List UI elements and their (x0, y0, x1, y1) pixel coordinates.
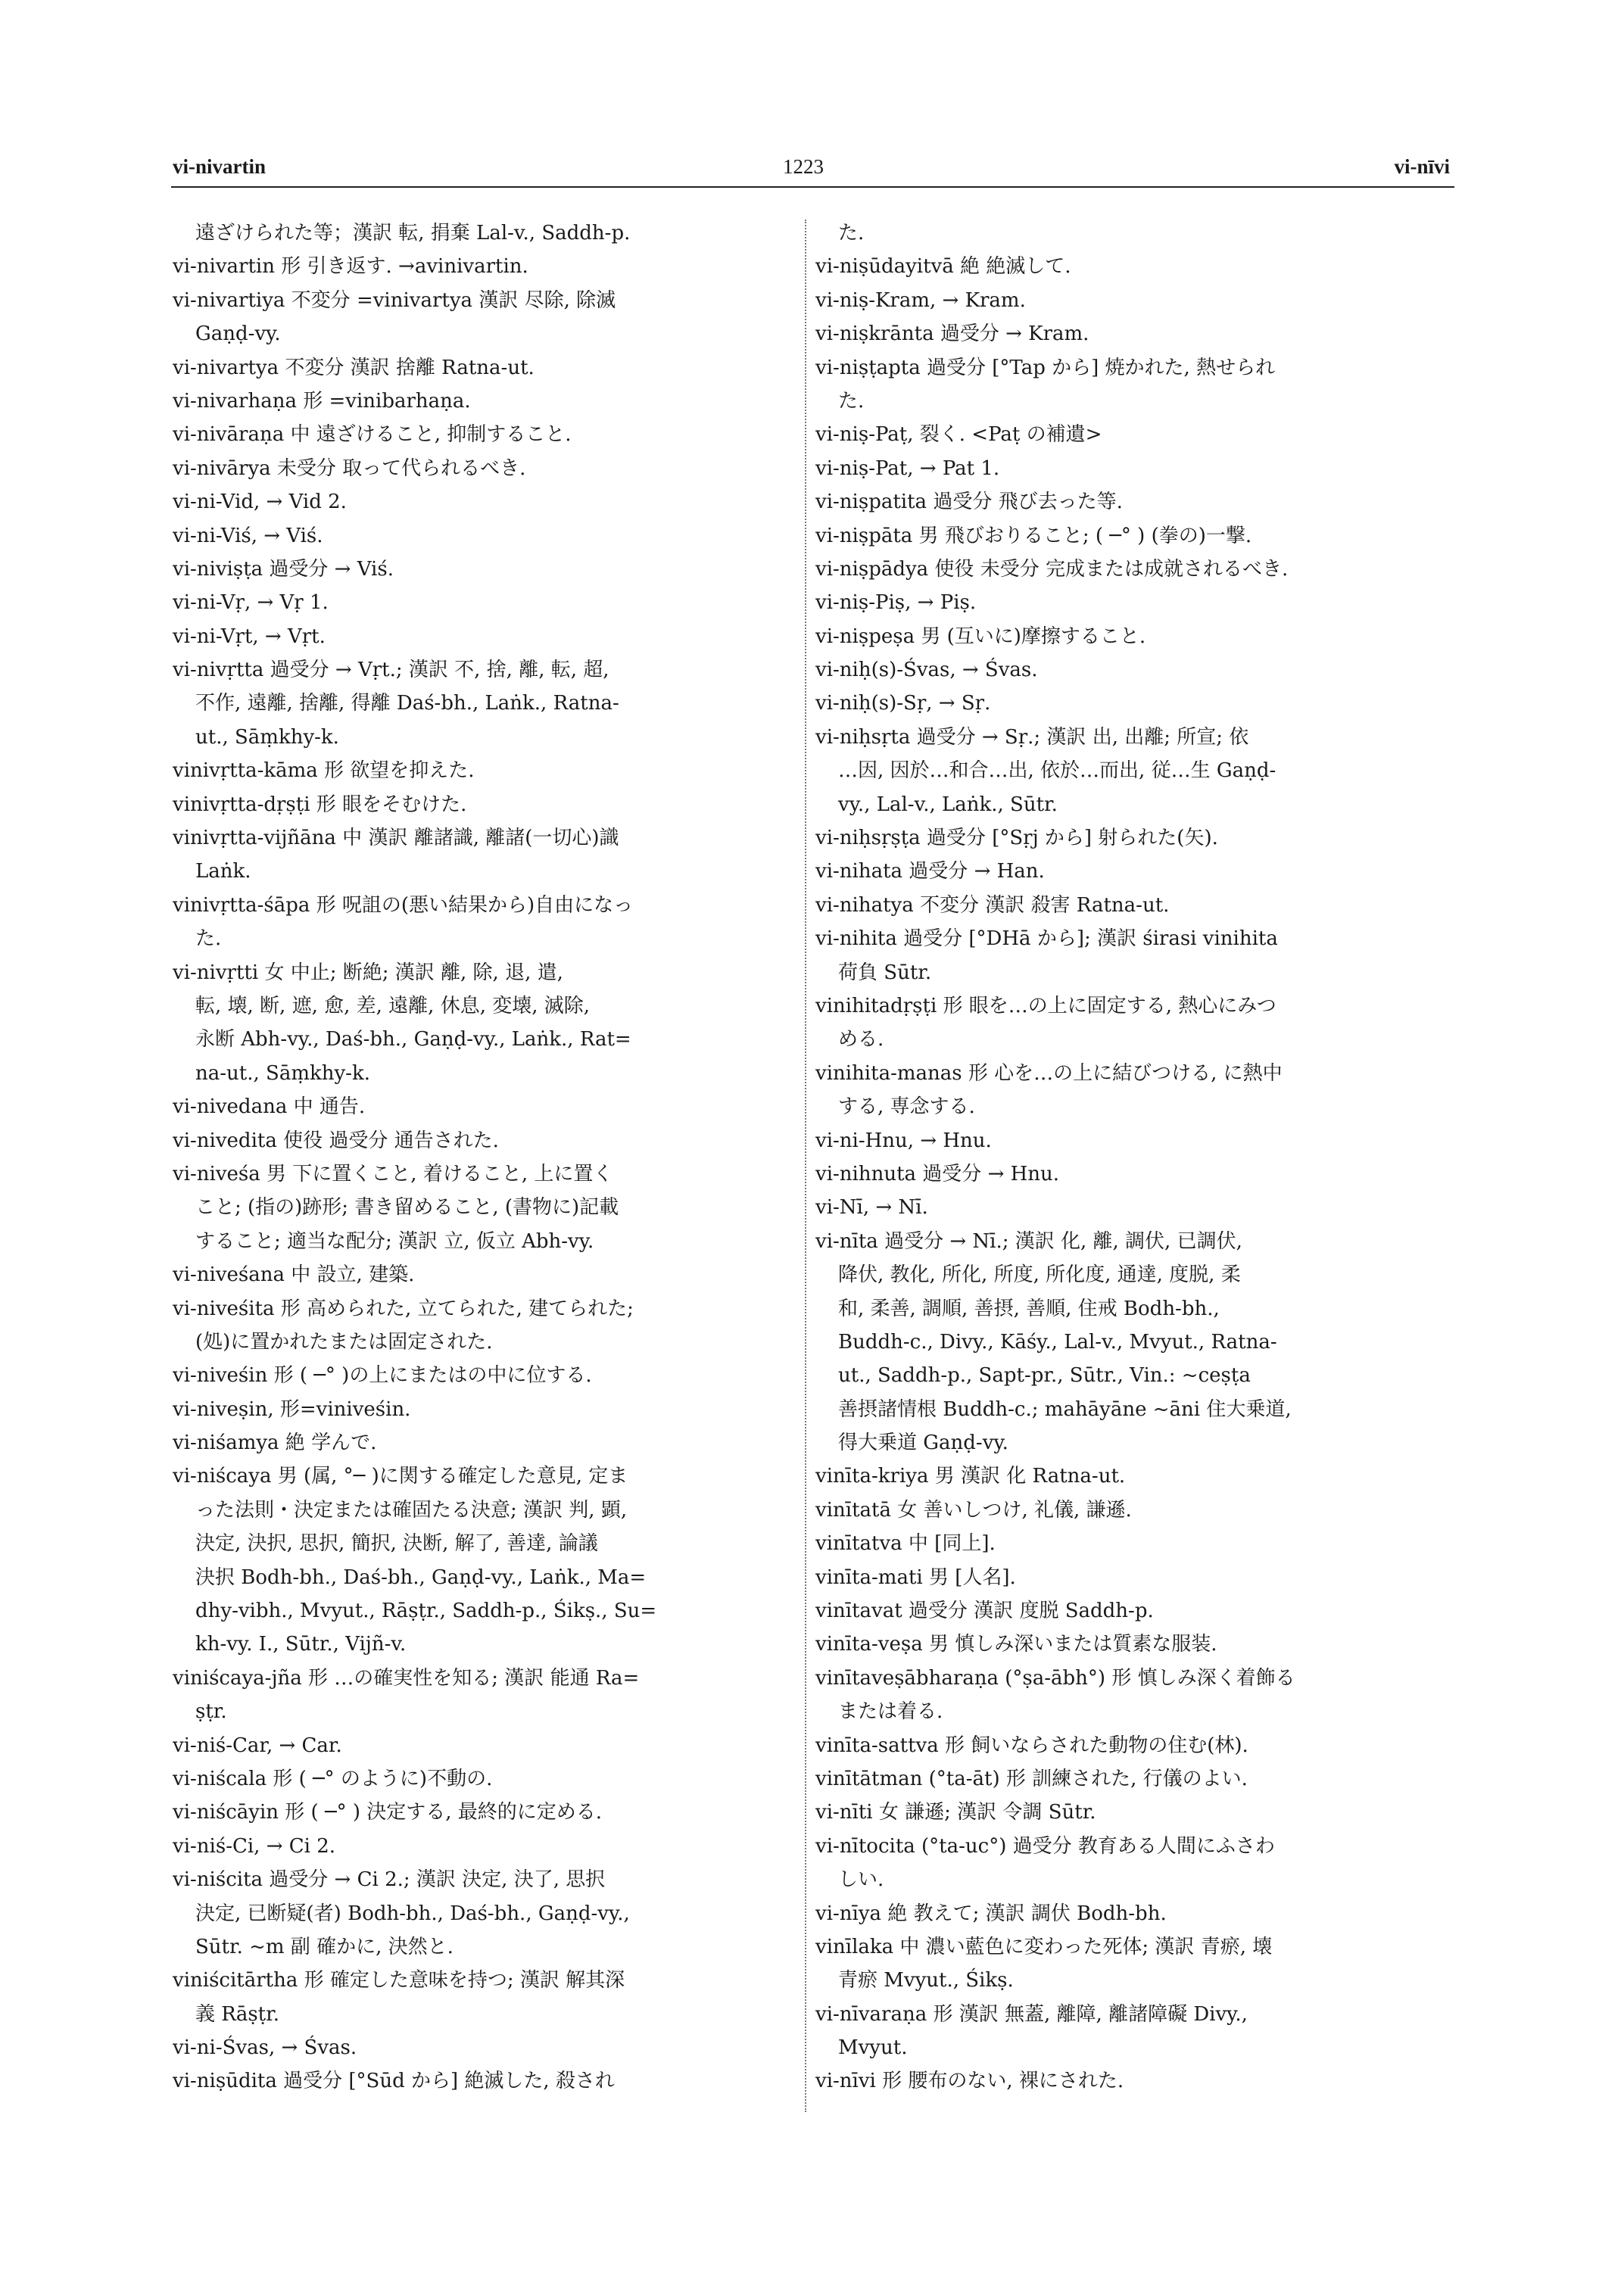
dictionary-line: 得大乗道 Gaṇḍ-vy. (838, 1432, 1008, 1455)
dictionary-line: vi-nihnuta 過受分 → Hnu. (815, 1162, 1060, 1185)
dictionary-line: vi-nivṛtta 過受分 → Vṛt.; 漢訳 不, 捨, 離, 転, 超, (173, 659, 609, 682)
dictionary-line: 義 Rāṣṭr. (195, 2002, 279, 2026)
dictionary-line: vi-niviṣṭa 過受分 → Viś. (173, 557, 394, 581)
dictionary-line: た. (195, 927, 222, 951)
dictionary-line: 青瘀 Mvyut., Śikṣ. (838, 1969, 1014, 1992)
dictionary-line: (処)に置かれたまたは固定された. (195, 1330, 493, 1354)
dictionary-line: 決定, 已断疑(者) Bodh-bh., Daś-bh., Gaṇḍ-vy., (195, 1902, 630, 1925)
dictionary-line: vinivṛtta-dṛṣṭi 形 眼をそむけた. (173, 793, 467, 816)
dictionary-line: vi-nītocita (°ta-uc°) 過受分 教育ある人間にふさわ (815, 1834, 1275, 1858)
dictionary-line: vi-niḥ(s)-Śvas, → Śvas. (815, 659, 1038, 682)
dictionary-line: vi-nīya 絶 教えて; 漢訳 調伏 Bodh-bh. (815, 1902, 1167, 1925)
dictionary-line: vi-ni-Viś, → Viś. (173, 524, 323, 547)
dictionary-line: na-ut., Sāṃkhy-k. (195, 1061, 370, 1085)
dictionary-line: vinivṛtta-kāma 形 欲望を抑えた. (173, 759, 475, 783)
dictionary-line: vi-niveṣin, 形=viniveśin. (173, 1397, 411, 1421)
dictionary-line: vi-nivartin 形 引き返す. →avinivartin. (173, 255, 528, 279)
dictionary-line: vinītatā 女 善いしつけ, 礼儀, 謙遜. (815, 1498, 1132, 1522)
dictionary-line: vinīta-mati 男 [人名]. (815, 1566, 1016, 1589)
dictionary-line: 決択 Bodh-bh., Daś-bh., Gaṇḍ-vy., Laṅk., Ma= (195, 1566, 647, 1589)
dictionary-line: vi-Nī, → Nī. (815, 1196, 928, 1220)
dictionary-line: vi-niḥsṛṣṭa 過受分 [°Sṛj から] 射られた(矢). (815, 827, 1218, 850)
dictionary-line: vinīta-kriya 男 漢訳 化 Ratna-ut. (815, 1465, 1126, 1488)
dictionary-line: vi-niścāyin 形 ( ─° ) 決定する, 最終的に定める. (173, 1801, 603, 1824)
dictionary-line: vi-niṣpeṣa 男 (互いに)摩擦すること. (815, 625, 1146, 648)
dictionary-line: vi-niśamya 絶 学んで. (173, 1432, 377, 1455)
dictionary-line: vi-nivartiya 不変分 =vinivartya 漢訳 尽除, 除滅 (173, 288, 616, 312)
dictionary-line: vinihita-manas 形 心を…の上に結びつける, に熱中 (815, 1061, 1283, 1085)
dictionary-line: Mvyut. (838, 2036, 908, 2060)
dictionary-line: vi-ni-Hnu, → Hnu. (815, 1129, 992, 1152)
dictionary-line: vi-niścaya 男 (属, °─ )に関する確定した意見, 定ま (173, 1465, 628, 1488)
dictionary-line: vi-niṣpatita 過受分 飛び去った等. (815, 491, 1123, 514)
dictionary-line: vi-nivedana 中 通告. (173, 1095, 366, 1119)
dictionary-line: する, 専念する. (838, 1095, 975, 1119)
dictionary-line: Buddh-c., Divy., Kāśy., Lal-v., Mvyut., Ratna- (838, 1330, 1277, 1354)
dictionary-line: vi-niḥ(s)-Sṛ, → Sṛ. (815, 692, 991, 715)
dictionary-line: vi-niṣpādya 使役 未受分 完成または成就されるべき. (815, 557, 1289, 581)
dictionary-line: kh-vy. I., Sūtr., Vijñ-v. (195, 1633, 407, 1656)
dictionary-line: viniścaya-jña 形 …の確実性を知る; 漢訳 能通 Ra= (173, 1666, 640, 1690)
dictionary-line: vi-nivartya 不変分 漢訳 捨離 Ratna-ut. (173, 356, 535, 379)
dictionary-line: 善摂諸情根 Buddh-c.; mahāyāne ~āni 住大乗道, (838, 1397, 1292, 1421)
dictionary-line: または着る. (838, 1700, 943, 1724)
dictionary-line: vi-niḥsṛta 過受分 → Sṛ.; 漢訳 出, 出離; 所宣; 依 (815, 725, 1249, 749)
dictionary-line: vi-ni-Śvas, → Śvas. (173, 2036, 357, 2060)
dictionary-line: vi-niṣ-Paṭ, 裂く. <Paṭ の補遺> (815, 423, 1102, 447)
dictionary-line: vi-niṣ-Piṣ, → Piṣ. (815, 591, 977, 615)
dictionary-line: vi-niveśa 男 下に置くこと, 着けること, 上に置く (173, 1162, 613, 1185)
dictionary-line: vi-niṣūdita 過受分 [°Sūd から] 絶滅した, 殺され (173, 2070, 615, 2093)
dictionary-line: vinīta-sattva 形 飼いならされた動物の住む(林). (815, 1734, 1248, 1757)
dictionary-line: vi-niṣkrānta 過受分 → Kram. (815, 322, 1089, 346)
dictionary-line: った法則・決定または確固たる決意; 漢訳 判, 顕, (195, 1498, 628, 1522)
dictionary-line: vi-niṣ-Pat, → Pat 1. (815, 456, 1000, 480)
dictionary-line: こと; (指の)跡形; 書き留めること, (書物に)記載 (195, 1196, 619, 1220)
dictionary-line: vi-nīti 女 謙遜; 漢訳 令調 Sūtr. (815, 1801, 1096, 1824)
dictionary-line: vi-niveśita 形 高められた, 立てられた, 建てられた; (173, 1297, 634, 1320)
dictionary-line: vi-nīta 過受分 → Nī.; 漢訳 化, 離, 調伏, 已調伏, (815, 1229, 1242, 1253)
dictionary-line: vi-niṣ-Kram, → Kram. (815, 288, 1026, 312)
dictionary-line: ut., Saddh-p., Sapt-pr., Sūtr., Vin.: ~ceṣṭa (838, 1364, 1251, 1388)
dictionary-line: vi-ni-Vṛt, → Vṛt. (173, 625, 326, 648)
dictionary-line: ut., Sāṃkhy-k. (195, 725, 339, 749)
running-head-left: vi-nivartin (173, 155, 267, 178)
dictionary-line: 転, 壊, 断, 遮, 愈, 差, 遠離, 休息, 変壊, 滅除, (195, 994, 591, 1017)
header-rule (171, 186, 1454, 188)
left-column (173, 217, 810, 2098)
dictionary-line: vi-nivārya 未受分 取って代られるべき. (173, 456, 526, 480)
dictionary-line: 不作, 遠離, 捨離, 得離 Daś-bh., Laṅk., Ratna- (195, 692, 619, 715)
dictionary-line: vinivṛtta-śāpa 形 呪詛の(悪い結果から)自由になっ (173, 893, 634, 917)
dictionary-line: める. (838, 1028, 884, 1051)
dictionary-line: 降伏, 教化, 所化, 所度, 所化度, 通達, 度脱, 柔 (838, 1263, 1241, 1287)
dictionary-line: Laṅk. (195, 860, 251, 883)
dictionary-line: vinītātman (°ta-āt) 形 訓練された, 行儀のよい. (815, 1767, 1248, 1790)
running-head-right: vi-nīvi (1394, 155, 1450, 178)
dictionary-line: Gaṇḍ-vy. (195, 322, 281, 346)
dictionary-line: た. (838, 222, 865, 245)
dictionary-line: vinivṛtta-vijñāna 中 漢訳 離諸識, 離諸(一切心)識 (173, 827, 619, 850)
dictionary-line: vi-nivarhaṇa 形 =vinibarhaṇa. (173, 389, 471, 413)
dictionary-line: vi-ni-Vṛ, → Vṛ 1. (173, 591, 329, 615)
dictionary-line: vi-niṣṭapta 過受分 [°Tap から] 焼かれた, 熱せられ (815, 356, 1276, 379)
dictionary-line: vi-niścita 過受分 → Ci 2.; 漢訳 決定, 決了, 思択 (173, 1868, 606, 1892)
dictionary-line: 荷負 Sūtr. (838, 961, 932, 984)
dictionary-line: vi-nivāraṇa 中 遠ざけること, 抑制すること. (173, 423, 572, 447)
column-divider (805, 220, 806, 2112)
dictionary-line: vi-ni-Vid, → Vid 2. (173, 491, 347, 514)
dictionary-line: vi-nihata 過受分 → Han. (815, 860, 1045, 883)
page-number: 1223 (783, 155, 824, 178)
dictionary-line: vi-nivedita 使役 過受分 通告された. (173, 1129, 499, 1152)
dictionary-line: vi-niveśana 中 設立, 建築. (173, 1263, 415, 1287)
dictionary-line: ṣṭr. (195, 1700, 227, 1724)
dictionary-line: viniścitārtha 形 確定した意味を持つ; 漢訳 解其深 (173, 1969, 625, 1992)
right-column (815, 217, 1453, 2098)
dictionary-line: vi-nivṛtti 女 中止; 断絶; 漢訳 離, 除, 退, 遣, (173, 961, 563, 984)
dictionary-line: vinīlaka 中 濃い藍色に変わった死体; 漢訳 青瘀, 壊 (815, 1935, 1273, 1958)
dictionary-line: 決定, 決択, 思択, 簡択, 決断, 解了, 善達, 論議 (195, 1532, 598, 1556)
dictionary-line: vi-niś-Ci, → Ci 2. (173, 1834, 336, 1858)
dictionary-line: vi-niṣpāta 男 飛びおりること; ( ─° ) (拳の)一撃. (815, 524, 1252, 547)
dictionary-line: 永断 Abh-vy., Daś-bh., Gaṇḍ-vy., Laṅk., Rat= (195, 1028, 631, 1051)
dictionary-line: しい. (838, 1868, 884, 1892)
dictionary-line: vinītatva 中 [同上]. (815, 1532, 996, 1556)
dictionary-line: すること; 適当な配分; 漢訳 立, 仮立 Abh-vy. (195, 1229, 594, 1253)
dictionary-line: た. (838, 389, 865, 413)
dictionary-line: vi-nihatya 不変分 漢訳 殺害 Ratna-ut. (815, 893, 1170, 917)
dictionary-line: 遠ざけられた等；漢訳 転, 捐棄 Lal-v., Saddh-p. (195, 222, 631, 245)
dictionary-line: dhy-vibh., Mvyut., Rāṣṭr., Saddh-p., Śikṣ., Su= (195, 1600, 657, 1623)
dictionary-line: vi-nihita 過受分 [°DHā から]; 漢訳 śirasi vinihita (815, 927, 1278, 951)
dictionary-line: vi-niścala 形 ( ─° のように)不動の. (173, 1767, 493, 1790)
dictionary-line: vinītavat 過受分 漢訳 度脱 Saddh-p. (815, 1600, 1154, 1623)
dictionary-line: vinihitadṛṣṭi 形 眼を…の上に固定する, 熱心にみつ (815, 994, 1276, 1017)
dictionary-line: vi-niṣūdayitvā 絶 絶滅して. (815, 255, 1071, 279)
dictionary-line: vinītaveṣābharaṇa (°ṣa-ābh°) 形 慎しみ深く着飾る (815, 1666, 1295, 1690)
dictionary-line: vi-niś-Car, → Car. (173, 1734, 342, 1757)
dictionary-line: vi-niveśin 形 ( ─° )の上にまたはの中に位する. (173, 1364, 592, 1388)
dictionary-line: vi-nīvaraṇa 形 漢訳 無蓋, 離障, 離諸障礙 Divy., (815, 2002, 1248, 2026)
dictionary-line: Sūtr. ~m 副 確かに, 決然と. (195, 1935, 454, 1958)
dictionary-line: …因, 因於…和合…出, 依於…而出, 従…生 Gaṇḍ- (838, 759, 1276, 783)
dictionary-line: vinīta-veṣa 男 慎しみ深いまたは質素な服装. (815, 1633, 1217, 1656)
dictionary-line: 和, 柔善, 調順, 善摂, 善順, 住戒 Bodh-bh., (838, 1297, 1220, 1320)
dictionary-line: vi-nīvi 形 腰布のない, 裸にされた. (815, 2070, 1124, 2093)
dictionary-line: vy., Lal-v., Laṅk., Sūtr. (838, 793, 1058, 816)
